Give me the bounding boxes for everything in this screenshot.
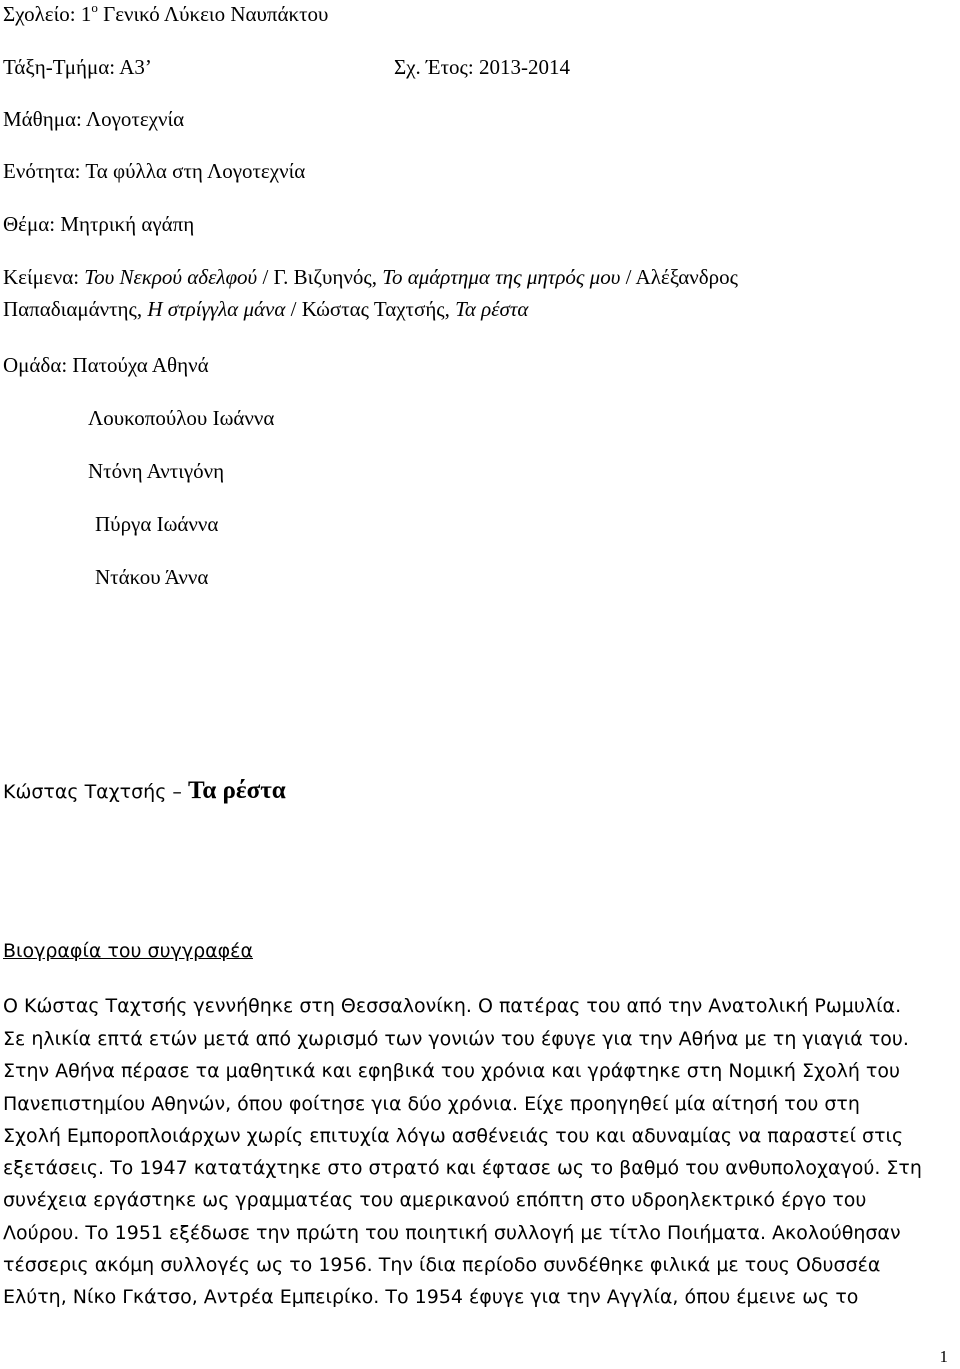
page-number: 1	[939, 1347, 948, 1366]
bio-line: Ελύτη, Νίκο Γκάτσο, Αντρέα Εμπειρίκο. Το 1954 έφυγε για την Αγγλία, όπου έμεινε ως το	[3, 1286, 859, 1308]
group-member: Ντάκου Άννα	[95, 565, 209, 589]
bio-heading: Βιογραφία του συγγραφέα	[3, 940, 253, 962]
class-line: Τάξη-Τμήμα: Α3’	[3, 55, 152, 79]
group-member: Ντόνη Αντιγόνη	[88, 459, 225, 483]
bio-line: Σε ηλικία επτά ετών μετά από χωρισμό των γονιών του έφυγε για την Αθήνα με τη γιαγιά του.	[3, 1028, 909, 1050]
bio-line: Πανεπιστημίου Αθηνών, όπου φοίτησε για δύο χρόνια. Είχε προηγηθεί μία αίτησή του στη	[3, 1093, 860, 1115]
bio-line: Σχολή Εμποροπλοιάρχων χωρίς επιτυχία λόγω ασθένειάς του και αδυναμίας να παραστεί στις	[3, 1125, 904, 1147]
work-author: Κώστας Ταχτσής –	[3, 781, 188, 803]
group-label: Ομάδα: Πατούχα Αθηνά	[3, 353, 209, 377]
topic-line: Θέμα: Μητρική αγάπη	[3, 212, 195, 236]
text-title-italic: Το αμάρτημα της μητρός μου	[382, 265, 621, 289]
bio-line: συνέχεια εργάστηκε ως γραμματέας του αμερικανού επόπτη στο υδροηλεκτρικό έργο του	[3, 1189, 867, 1211]
work-title-line	[3, 777, 286, 805]
work-title: Τα ρέστα	[187, 777, 286, 804]
text-title-italic: Η στρίγγλα μάνα	[147, 297, 286, 321]
bio-line: Ο Κώστας Ταχτσής γεννήθηκε στη Θεσσαλονίκη. Ο πατέρας του από την Ανατολική Ρωμυλία.	[3, 995, 902, 1017]
text-title-italic: Τα ρέστα	[455, 297, 529, 321]
bio-line: εξετάσεις. Το 1947 κατατάχτηκε στο στρατό και έφτασε ως το βαθμό του ανθυπολοχαγού. Στη	[3, 1157, 922, 1179]
text-segment: / Κώστας Ταχτσής,	[285, 297, 456, 321]
school-name: Γενικό Λύκειο Ναυπάκτου	[97, 2, 329, 26]
unit-line: Ενότητα: Τα φύλλα στη Λογοτεχνία	[3, 159, 306, 183]
text-segment: Παπαδιαμάντης,	[3, 297, 148, 321]
text-title-italic: Του Νεκρού αδελφού	[84, 265, 258, 289]
group-member: Λουκοπούλου Ιωάννα	[88, 406, 275, 430]
bio-line: τέσσερις ακόμη συλλογές ως το 1956. Την ίδια περίοδο συνδέθηκε φιλικά με τους Οδυσσέα	[3, 1254, 881, 1276]
bio-line: Στην Αθήνα πέρασε τα μαθητικά και εφηβικά του χρόνια και γράφτηκε στη Νομική Σχολή του	[3, 1060, 900, 1082]
group-member: Πύργα Ιωάννα	[95, 512, 219, 536]
text-segment: / Αλέξανδρος	[620, 265, 738, 289]
school-label: Σχολείο: 1	[3, 2, 92, 26]
school-year-line: Σχ. Έτος: 2013-2014	[394, 55, 570, 79]
subject-line: Μάθημα: Λογοτεχνία	[3, 107, 185, 131]
school-line	[3, 2, 328, 27]
school-ordinal: ο	[91, 0, 98, 15]
texts-label: Κείμενα:	[3, 265, 85, 289]
bio-line: Λούρου. Το 1951 εξέδωσε την πρώτη του ποιητική συλλογή με τίτλο Ποιήματα. Ακολούθησαν	[3, 1222, 901, 1244]
text-segment: / Γ. Βιζυηνός,	[257, 265, 383, 289]
texts-line-1	[3, 265, 738, 290]
texts-line-2	[3, 297, 528, 322]
